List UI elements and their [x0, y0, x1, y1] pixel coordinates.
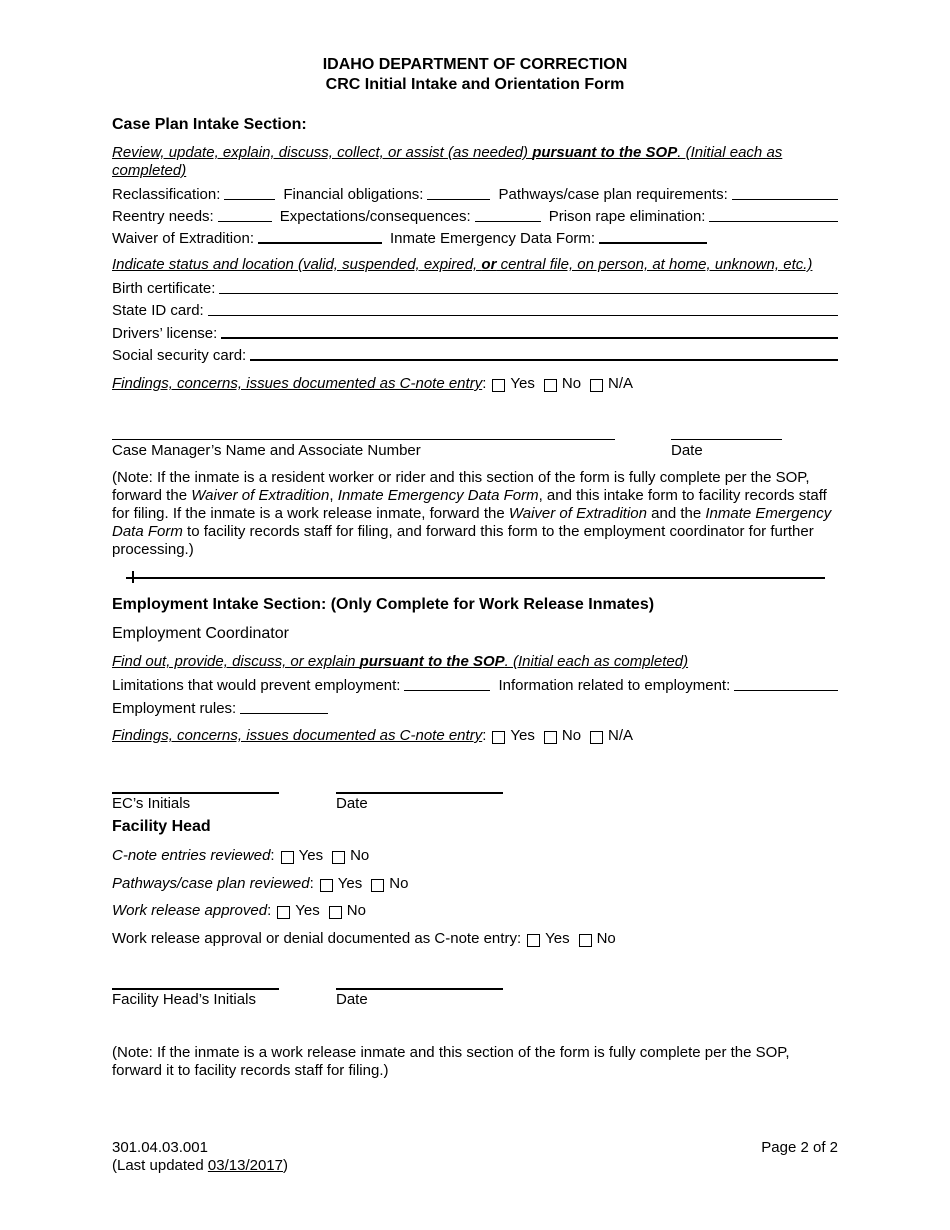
birth-certificate-label: Birth certificate: — [112, 280, 216, 297]
cnote-reviewed-label: C-note entries reviewed — [112, 847, 271, 864]
employment-rules-initial-field[interactable] — [240, 699, 328, 714]
form-title: CRC Initial Intake and Orientation Form — [325, 76, 625, 93]
case-plan-note: (Note: If the inmate is a resident worker or rider and this section of the form is fully complete per the SOP, forward the Waiver of Extradition, Inmate Emergency Data Form, and this intake form to facility records staff for filing. If the inmate is a work release inmate, forward the Waiver of Extradition and the Inmate Emergency Data Form to facility records staff for filing, and forward this form to the employment coordinator for further processing.) — [112, 469, 832, 558]
case-findings-label: Findings, concerns, issues documented as C-note entry — [112, 375, 483, 392]
cnote-reviewed-yes-checkbox[interactable] — [281, 851, 294, 864]
facility-note: (Note: If the inmate is a work release inmate and this section of the form is fully complete per the SOP, forward it to facility records staff for filing.) — [112, 1044, 790, 1079]
work-release-yes-label: Yes — [295, 902, 320, 919]
employment-findings-row: Findings, concerns, issues documented as C-note entry : Yes No N/A — [112, 727, 634, 744]
divider-tick — [132, 571, 134, 583]
case-findings-na-label: N/A — [608, 375, 634, 392]
cnote-reviewed-no-label: No — [350, 847, 370, 864]
case-findings-yes-label: Yes — [510, 375, 535, 392]
case-findings-row: Findings, concerns, issues documented as C-note entry : Yes No N/A — [112, 375, 634, 392]
case-plan-row-1 — [112, 183, 838, 203]
expectations-label: Expectations/consequences: — [279, 208, 471, 225]
work-release-label: Work release approved — [112, 902, 268, 919]
limitations-label: Limitations that would prevent employment: — [112, 677, 401, 694]
employment-findings-na-label: N/A — [608, 727, 634, 744]
approval-documented-yes-checkbox[interactable] — [527, 934, 540, 947]
financial-initial-field[interactable] — [427, 185, 490, 200]
case-plan-instruction: Review, update, explain, discuss, collect, or assist (as needed) pursuant to the SOP. (Initial each as completed) — [112, 144, 783, 179]
reentry-initial-field[interactable] — [218, 207, 272, 222]
social-security-row — [112, 344, 838, 364]
work-release-no-label: No — [346, 902, 366, 919]
birth-certificate-field[interactable] — [219, 279, 838, 294]
status-instruction: Indicate status and location (valid, suspended, expired, or central file, on person, at home, unknown, etc.) — [112, 256, 813, 273]
case-manager-signature-label: Case Manager’s Name and Associate Number — [112, 442, 421, 459]
employment-heading: Employment Intake Section: (Only Complete for Work Release Inmates) — [112, 596, 655, 613]
approval-documented-row — [112, 927, 838, 947]
employment-findings-yes-label: Yes — [510, 727, 535, 744]
emergency-form-label: Inmate Emergency Data Form: — [390, 230, 596, 247]
employment-instruction: Find out, provide, discuss, or explain pursuant to the SOP. (Initial each as completed) — [112, 653, 689, 670]
facility-head-initials-line[interactable] — [112, 988, 279, 990]
social-security-field[interactable] — [250, 345, 838, 361]
employment-coordinator-label: Employment Coordinator — [112, 625, 289, 642]
expectations-initial-field[interactable] — [475, 207, 541, 222]
drivers-license-row — [112, 322, 838, 342]
waiver-label: Waiver of Extradition: — [112, 230, 254, 247]
pathways-reviewed-no-checkbox[interactable] — [371, 879, 384, 892]
pathways-reviewed-label: Pathways/case plan reviewed — [112, 875, 310, 892]
waiver-initial-field[interactable] — [258, 228, 382, 244]
employment-rules-label: Employment rules: — [112, 700, 237, 717]
pathways-reviewed-no-label: No — [389, 875, 409, 892]
work-release-no-checkbox[interactable] — [329, 906, 342, 919]
section-divider — [126, 577, 825, 579]
ec-initials-line[interactable] — [112, 792, 279, 794]
case-plan-row-3 — [112, 227, 838, 247]
facility-head-date-line[interactable] — [336, 988, 503, 990]
facility-head-heading: Facility Head — [112, 818, 211, 835]
page-number: Page 2 of 2 — [761, 1139, 838, 1156]
case-manager-signature-line[interactable] — [112, 439, 615, 440]
approval-documented-label: Work release approval or denial documented as C-note entry: — [112, 930, 522, 947]
pathways-reviewed-yes-label: Yes — [337, 875, 363, 892]
pathways-initial-field[interactable] — [732, 185, 838, 200]
prison-rape-label: Prison rape elimination: — [548, 208, 706, 225]
social-security-label: Social security card: — [112, 347, 247, 364]
approval-documented-no-checkbox[interactable] — [579, 934, 592, 947]
financial-label: Financial obligations: — [283, 186, 424, 203]
ec-initials-label: EC’s Initials — [112, 795, 191, 812]
facility-head-date-label: Date — [336, 991, 368, 1008]
ec-date-line[interactable] — [336, 792, 503, 794]
approval-documented-no-label: No — [596, 930, 616, 947]
state-id-row — [112, 299, 838, 319]
form-number: 301.04.03.001 — [112, 1139, 208, 1156]
cnote-reviewed-no-checkbox[interactable] — [332, 851, 345, 864]
drivers-license-label: Drivers’ license: — [112, 325, 218, 342]
pathways-reviewed-yes-checkbox[interactable] — [320, 879, 333, 892]
pathways-reviewed-row: Pathways/case plan reviewed : Yes No — [112, 875, 409, 892]
case-findings-no-label: No — [561, 375, 582, 392]
employment-findings-no-label: No — [561, 727, 582, 744]
case-findings-no-checkbox[interactable] — [544, 379, 557, 392]
employment-findings-label: Findings, concerns, issues documented as C-note entry — [112, 727, 483, 744]
case-manager-date-label: Date — [671, 442, 703, 459]
employment-findings-no-checkbox[interactable] — [544, 731, 557, 744]
state-id-label: State ID card: — [112, 302, 204, 319]
reentry-label: Reentry needs: — [112, 208, 214, 225]
org-title: IDAHO DEPARTMENT OF CORRECTION — [322, 56, 628, 73]
state-id-field[interactable] — [208, 301, 838, 316]
ec-date-label: Date — [336, 795, 368, 812]
case-findings-na-checkbox[interactable] — [590, 379, 603, 392]
prison-rape-initial-field[interactable] — [709, 207, 838, 222]
employment-findings-yes-checkbox[interactable] — [492, 731, 505, 744]
case-findings-yes-checkbox[interactable] — [492, 379, 505, 392]
employment-info-label: Information related to employment: — [498, 677, 731, 694]
cnote-reviewed-row: C-note entries reviewed : Yes No — [112, 847, 370, 864]
employment-info-initial-field[interactable] — [734, 676, 838, 691]
birth-certificate-row — [112, 277, 838, 297]
approval-documented-yes-label: Yes — [545, 930, 570, 947]
reclassification-initial-field[interactable] — [224, 185, 275, 200]
limitations-initial-field[interactable] — [404, 676, 490, 691]
case-manager-date-line[interactable] — [671, 439, 782, 440]
work-release-row: Work release approved : Yes No — [112, 902, 366, 919]
employment-row-1 — [112, 674, 838, 694]
case-plan-row-2 — [112, 205, 838, 225]
employment-row-2 — [112, 697, 838, 717]
work-release-yes-checkbox[interactable] — [277, 906, 290, 919]
case-plan-heading: Case Plan Intake Section: — [112, 116, 307, 133]
employment-findings-na-checkbox[interactable] — [590, 731, 603, 744]
emergency-form-initial-field[interactable] — [599, 228, 707, 244]
cnote-reviewed-yes-label: Yes — [298, 847, 324, 864]
reclassification-label: Reclassification: — [112, 186, 221, 203]
drivers-license-field[interactable] — [221, 323, 838, 339]
form-page — [112, 0, 838, 1230]
last-updated: (Last updated 03/13/2017) — [112, 1157, 288, 1174]
facility-head-initials-label: Facility Head’s Initials — [112, 991, 256, 1008]
pathways-label: Pathways/case plan requirements: — [498, 186, 728, 203]
